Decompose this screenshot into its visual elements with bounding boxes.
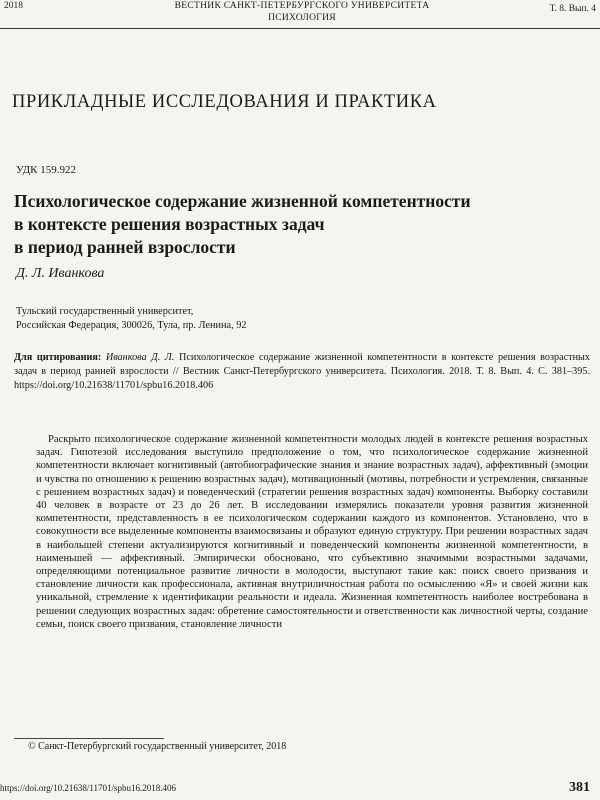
section-title: ПРИКЛАДНЫЕ ИССЛЕДОВАНИЯ И ПРАКТИКА	[12, 92, 437, 112]
journal-name: ВЕСТНИК САНКТ-ПЕТЕРБУРГСКОГО УНИВЕРСИТЕТА	[174, 1, 430, 11]
udc-code: УДК 159.922	[16, 164, 77, 176]
running-head-journal	[132, 0, 472, 24]
page-number: 381	[569, 780, 590, 795]
header-rule	[0, 28, 600, 29]
title-line: в контексте решения возрастных задач	[14, 214, 325, 234]
affiliation-line: Тульский государственный университет,	[16, 306, 194, 317]
copyright-notice: © Санкт-Петербургский государственный университет, 2018	[28, 741, 287, 752]
footer-doi-link[interactable]: https://doi.org/10.21638/11701/spbu16.2018.406	[0, 783, 177, 793]
article-title	[14, 190, 594, 259]
title-line: в период ранней взрослости	[14, 237, 236, 257]
running-head	[0, 0, 600, 30]
affiliation	[16, 305, 247, 333]
footnote-rule	[14, 738, 164, 739]
citation-author: Иванкова Д. Л.	[105, 352, 175, 363]
running-head-year: 2018	[4, 1, 23, 11]
abstract: Раскрыто психологическое содержание жизненной компетентности молодых людей в контексте решения возрастных задач. Гипотезой исследования выступило предположение о том, что психологическое содержание жизненной компетентности включает когнитивный (автобиографические знания и знание возрастных задач), аффективный (эмоции и чувства по отношению к решению возрастных задач), мотивационный (мотивы, потребности и устремления, связанные с решением возрастных задач) и поведенческий (стратегии решения возрастных задач) компоненты. Выборку составили 40 человек в возрасте от 23 до 26 лет. В исследовании измерялись показатели уровня развития жизненной компетентности, представленность в ее психологическом содержании каждого из компонентов. Установлено, что в совокупности все выделенные компоненты взаимосвязаны и образуют единую структуру. При решении возрастных задач в наибольшей степени актуализируются когнитивный и поведенческий компоненты жизненной компетентности, в наименьшей — аффективный. Эмпирически обосновано, что субъективно значимыми возрастными задачами, определяющими потенциальное развитие личности в молодости, выступают такие как: поиск своего призвания и становление личности как профессионала, активная внутриличностная работа по осмыслению «Я» и своей жизни как уникальной, стремление к идентификации реальности и идеала. Жизненная компетентность наиболее востребована в решении следующих возрастных задач: обретение самостоятельности и ответственности как личностной черты, создание семьи, поиск своего призвания, становление личности	[36, 434, 588, 630]
running-head-volume: Т. 8. Вып. 4	[549, 4, 596, 14]
citation-label: Для цитирования:	[14, 352, 102, 363]
author-name: Д. Л. Иванкова	[16, 266, 105, 281]
citation-block	[14, 351, 590, 394]
journal-series: ПСИХОЛОГИЯ	[268, 13, 336, 23]
affiliation-line: Российская Федерация, 300026, Тула, пр. Ленина, 92	[16, 320, 247, 331]
citation-text: Психологическое содержание жизненной компетентности в контексте решения возрастных задач в период ранней взрослости // Вестник Санкт-Петербургского университета. Психология. 2018. Т. 8. Вып. 4. С. 381–395. https://doi.org/10.21638/11701/spbu16.2018.406	[14, 352, 590, 392]
title-line: Психологическое содержание жизненной компетентности	[14, 191, 471, 211]
